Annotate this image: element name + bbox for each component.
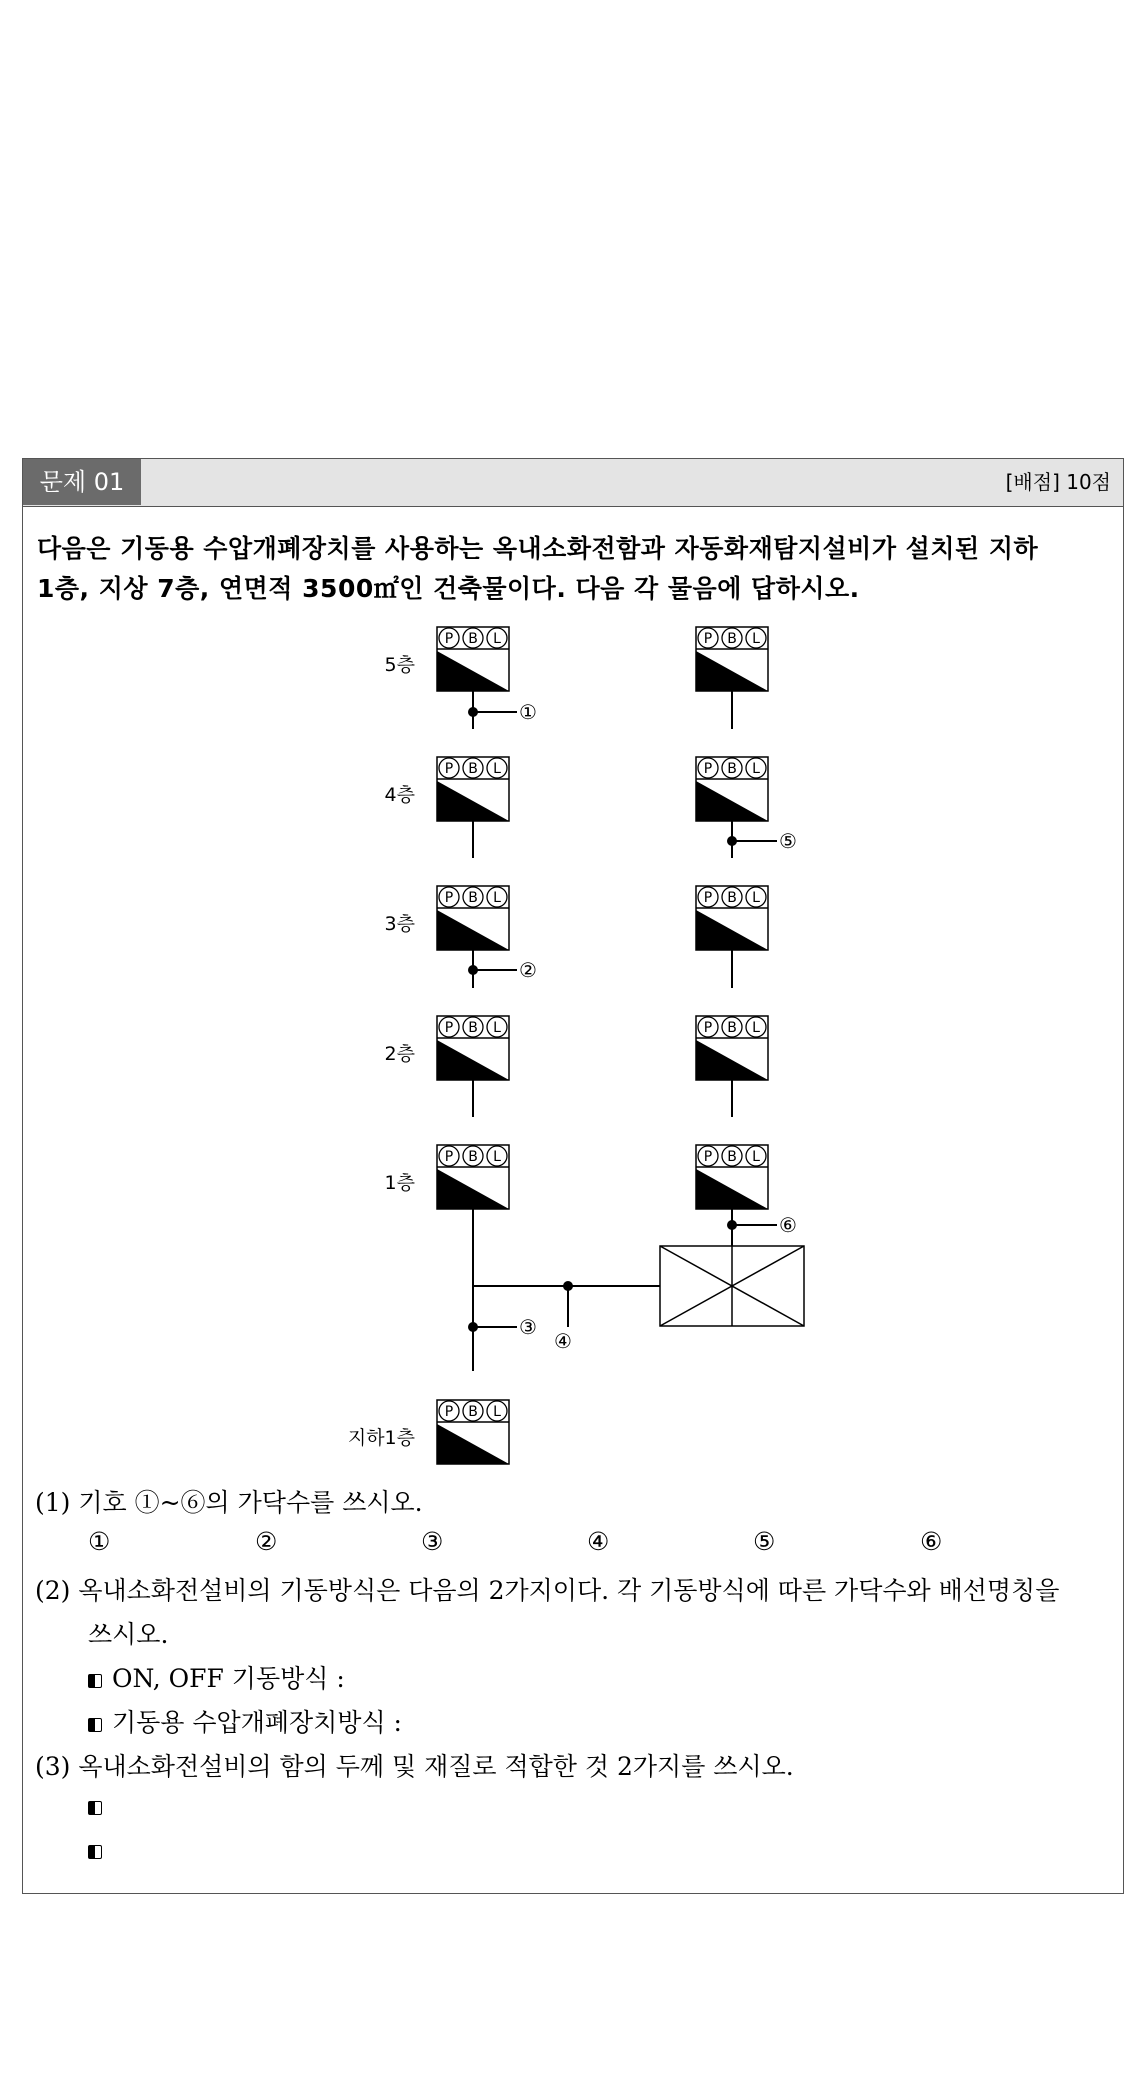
- bullet-icon: [88, 1801, 102, 1815]
- q2-bullet-1: [88, 1659, 345, 1695]
- box-letter: P: [703, 631, 713, 647]
- q2-bullet-1-text: ON, OFF 기동방식 :: [112, 1664, 345, 1693]
- box-letter: B: [468, 1404, 478, 1420]
- q1-answer-3: ③: [421, 1527, 444, 1556]
- box-letter: L: [493, 1404, 501, 1420]
- bullet-icon: [88, 1718, 102, 1732]
- floor-label: 4층: [384, 784, 415, 806]
- box-letter: P: [444, 1404, 454, 1420]
- stem-line-1: 다음은 기동용 수압개폐장치를 사용하는 옥내소화전함과 자동화재탐지설비가 설치된 지하: [37, 534, 1039, 563]
- q1-text: (1) 기호 ①~⑥의 가닥수를 쓰시오.: [35, 1488, 423, 1517]
- box-letter: L: [493, 1149, 501, 1165]
- q3-bullet-1: [88, 1791, 112, 1820]
- box-letter: P: [703, 1020, 713, 1036]
- right-box-1: [696, 627, 768, 691]
- box-letter: B: [727, 761, 737, 777]
- floor-label: 5층: [384, 654, 415, 676]
- box-letter: P: [444, 1149, 454, 1165]
- box-letter: L: [752, 890, 760, 906]
- q1-answer-4: ④: [587, 1527, 610, 1556]
- marker-1: ①: [519, 700, 537, 724]
- box-letter: B: [468, 631, 478, 647]
- box-letter: B: [727, 1020, 737, 1036]
- marker-5: ⑤: [779, 829, 797, 853]
- wiring-diagram: [23, 607, 1123, 1607]
- left-box-3: [437, 886, 509, 950]
- left-box-6: [437, 1400, 509, 1464]
- left-box-1: [437, 627, 509, 691]
- box-letter: L: [752, 761, 760, 777]
- q3-text: (3) 옥내소화전설비의 함의 두께 및 재질로 적합한 것 2가지를 쓰시오.: [35, 1752, 794, 1781]
- floor-label: 2층: [384, 1043, 415, 1065]
- box-letter: B: [468, 1149, 478, 1165]
- left-box-2: [437, 757, 509, 821]
- q1-answer-1: ①: [88, 1527, 111, 1556]
- right-box-4: [696, 1016, 768, 1080]
- question-header: [23, 459, 1123, 507]
- box-letter: L: [493, 761, 501, 777]
- box-letter: P: [703, 1149, 713, 1165]
- left-box-4: [437, 1016, 509, 1080]
- q2-bullet-2: [88, 1703, 402, 1739]
- floor-label: 지하1층: [347, 1427, 415, 1449]
- question-box: [22, 458, 1124, 1894]
- box-letter: P: [703, 761, 713, 777]
- box-letter: P: [444, 631, 454, 647]
- marker-3: ③: [519, 1315, 537, 1339]
- q3-bullet-2: [88, 1835, 112, 1864]
- box-letter: B: [727, 1149, 737, 1165]
- box-letter: B: [468, 761, 478, 777]
- right-box-5: [696, 1145, 768, 1209]
- box-letter: B: [727, 890, 737, 906]
- right-box-3: [696, 886, 768, 950]
- left-box-5: [437, 1145, 509, 1209]
- box-letter: B: [468, 890, 478, 906]
- box-letter: B: [727, 631, 737, 647]
- box-letter: P: [444, 761, 454, 777]
- q1-answer-6: ⑥: [920, 1527, 943, 1556]
- score-label: [배점] 10점: [1005, 470, 1111, 494]
- q2-bullet-2-text: 기동용 수압개폐장치방식 :: [112, 1708, 402, 1737]
- box-letter: L: [493, 631, 501, 647]
- box-letter: L: [752, 1020, 760, 1036]
- q2-line-1: (2) 옥내소화전설비의 기동방식은 다음의 2가지이다. 각 기동방식에 따른 가닥수와 배선명칭을: [35, 1576, 1060, 1605]
- right-box-2: [696, 757, 768, 821]
- q1-answer-5: ⑤: [753, 1527, 776, 1556]
- box-letter: L: [752, 631, 760, 647]
- box-letter: B: [468, 1020, 478, 1036]
- bullet-icon: [88, 1845, 102, 1859]
- stem-line-2: 1층, 지상 7층, 연면적 3500㎡인 건축물이다. 다음 각 물음에 답하시오.: [37, 574, 860, 603]
- bullet-icon: [88, 1674, 102, 1688]
- question-number: 문제 01: [23, 459, 141, 505]
- floor-label: 3층: [384, 913, 415, 935]
- floor-label: 1층: [384, 1172, 415, 1194]
- receiver-panel: [660, 1246, 804, 1326]
- marker-6: ⑥: [779, 1213, 797, 1237]
- box-letter: P: [444, 890, 454, 906]
- box-letter: P: [703, 890, 713, 906]
- marker-4: ④: [554, 1329, 572, 1353]
- box-letter: P: [444, 1020, 454, 1036]
- marker-2: ②: [519, 958, 537, 982]
- box-letter: L: [752, 1149, 760, 1165]
- box-letter: L: [493, 890, 501, 906]
- q1-answer-2: ②: [255, 1527, 278, 1556]
- box-letter: L: [493, 1020, 501, 1036]
- q2-line-2: 쓰시오.: [88, 1620, 169, 1649]
